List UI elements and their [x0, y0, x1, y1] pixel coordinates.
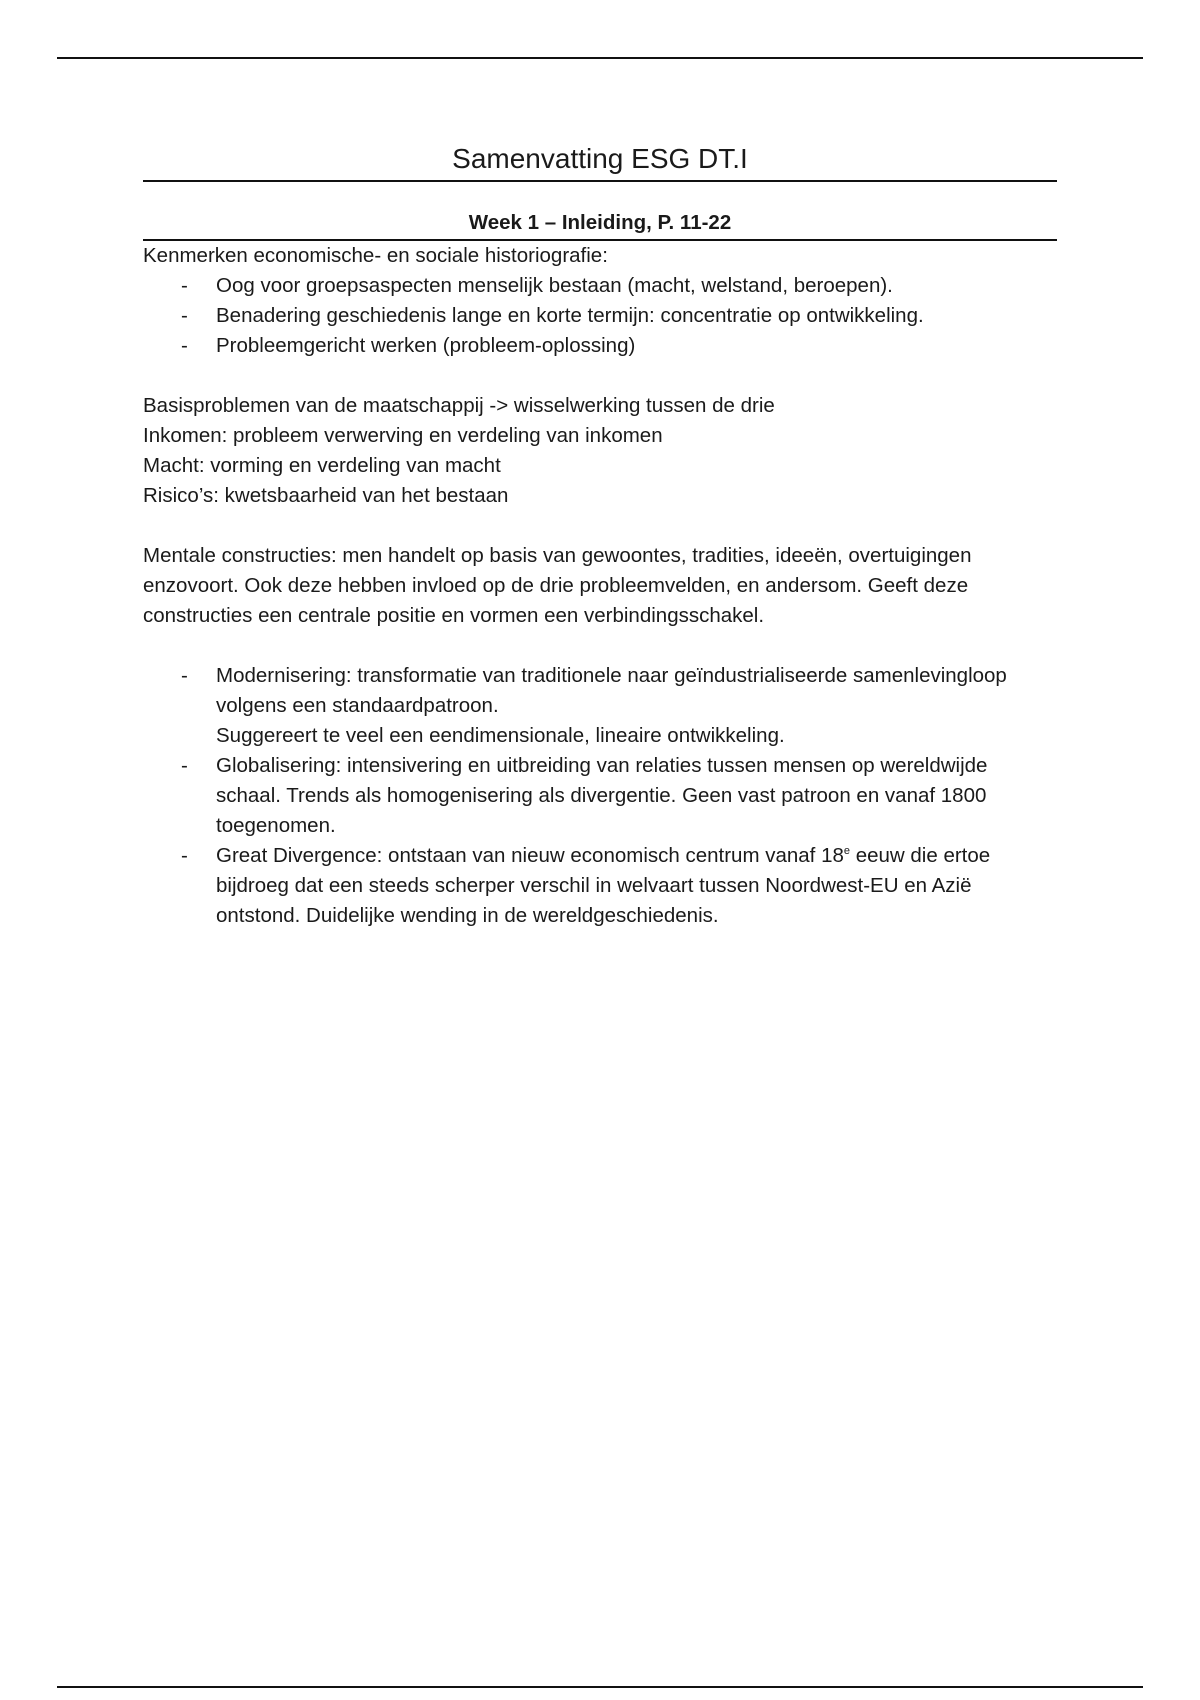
- modernisering-critique: Suggereert te veel een eendimensionale, lineaire ontwikkeling.: [216, 724, 785, 747]
- dash-bullet: -: [181, 844, 188, 867]
- list-item-great-divergence: [143, 841, 1057, 931]
- kenmerken-intro: Kenmerken economische- en sociale historiografie:: [143, 244, 608, 267]
- dash-bullet: -: [181, 334, 188, 357]
- list-item-text: Oog voor groepsaspecten menselijk bestaan (macht, welstand, beroepen).: [216, 274, 893, 297]
- great-divergence-text: Great Divergence: ontstaan van nieuw economisch centrum vanaf 18: [216, 844, 844, 867]
- list-item-globalisering: [143, 751, 1057, 841]
- basisproblemen-line: Basisproblemen van de maatschappij -> wisselwerking tussen de drie: [143, 394, 775, 417]
- list-item: [143, 331, 1057, 361]
- globalisering-text: Globalisering: intensivering en uitbreiding van relaties tussen mensen op wereldwijde schaal. Trends als homogenisering als divergentie. Geen vast patroon en vanaf 1800 toegenomen.: [216, 754, 988, 837]
- list-item: [143, 271, 1057, 301]
- macht-line: Macht: vorming en verdeling van macht: [143, 454, 501, 477]
- concepten-list: [143, 661, 1057, 931]
- mentale-constructies-paragraph: Mentale constructies: men handelt op basis van gewoontes, tradities, ideeën, overtuigingen enzovoort. Ook deze hebben invloed op de drie probleemvelden, en andersom. Geeft deze constructies een centrale positie en vormen een verbindingsschakel.: [143, 544, 972, 627]
- great-divergence-text-rest: eeuw die ertoe bijdroeg dat een steeds scherper verschil in welvaart tussen Noordwest-EU en Azië ontstond. Duidelijke wending in de wereldgeschiedenis.: [216, 844, 991, 927]
- dash-bullet: -: [181, 274, 188, 297]
- page-footer-rule: [57, 1686, 1143, 1688]
- document-body: [143, 140, 1057, 931]
- dash-bullet: -: [181, 754, 188, 777]
- inkomen-line: Inkomen: probleem verwerving en verdeling van inkomen: [143, 424, 663, 447]
- risicos-line: Risico’s: kwetsbaarheid van het bestaan: [143, 484, 509, 507]
- list-item-modernisering: [143, 661, 1057, 751]
- ordinal-superscript: e: [843, 845, 850, 858]
- document-title: Samenvatting ESG DT.I: [143, 140, 1057, 182]
- page-header-rule: [57, 57, 1143, 59]
- list-item-text: Benadering geschiedenis lange en korte termijn: concentratie op ontwikkeling.: [216, 304, 924, 327]
- list-item: [143, 301, 1057, 331]
- dash-bullet: -: [181, 664, 188, 687]
- modernisering-text: Modernisering: transformatie van traditionele naar geïndustrialiseerde samenlevingloop volgens een standaardpatroon.: [216, 664, 1007, 717]
- kenmerken-list: [143, 271, 1057, 361]
- list-item-text: Probleemgericht werken (probleem-oplossing): [216, 334, 636, 357]
- week-heading: Week 1 – Inleiding, P. 11-22: [143, 208, 1057, 241]
- dash-bullet: -: [181, 304, 188, 327]
